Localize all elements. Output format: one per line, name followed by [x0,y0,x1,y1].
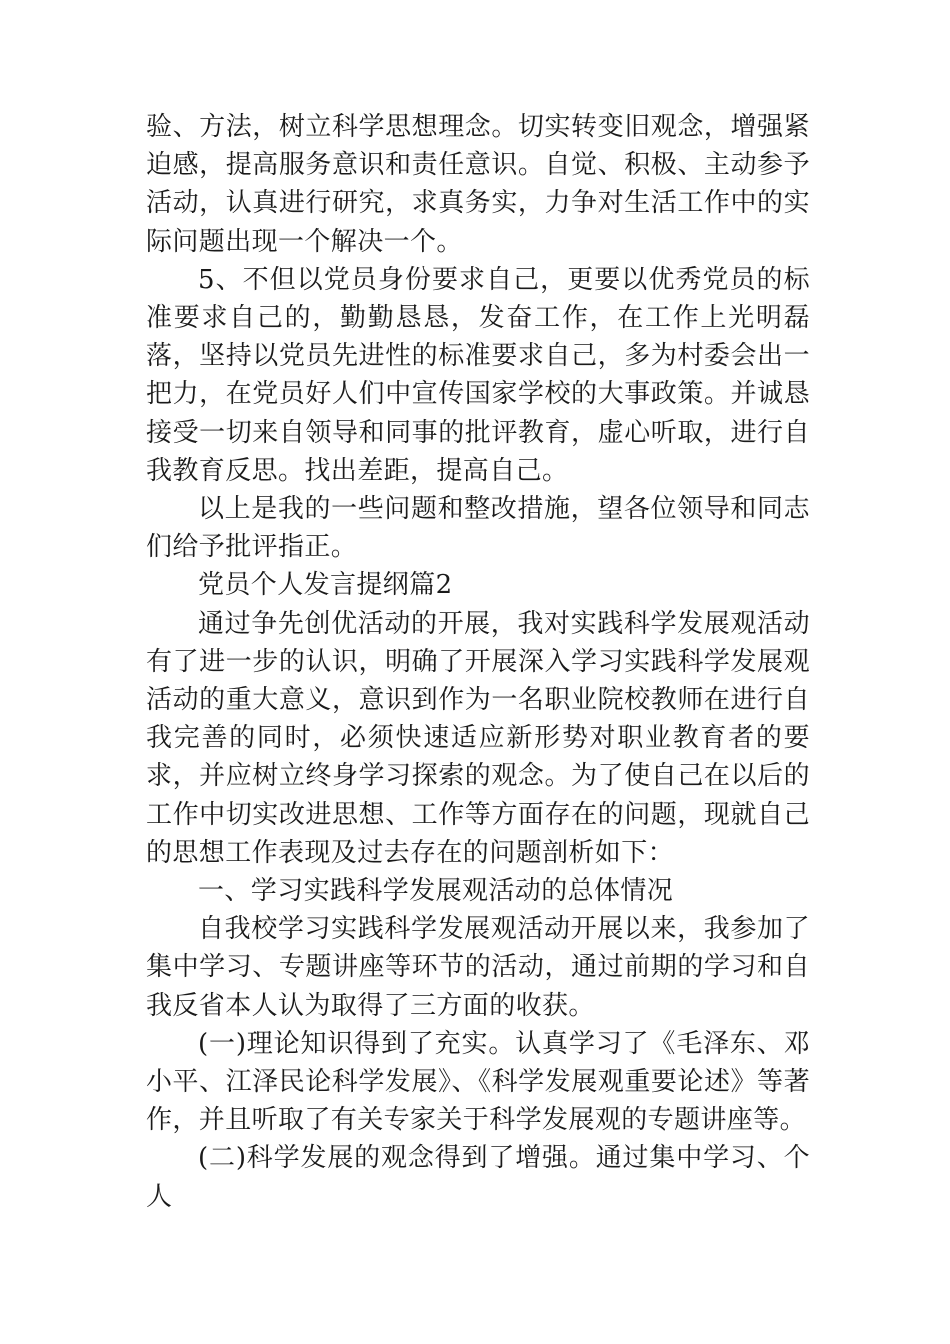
paragraph-continuation: 验、方法，树立科学思想理念。切实转变旧观念，增强紧迫感，提高服务意识和责任意识。自觉、积极、主动参予活动，认真进行研究，求真务实，力争对生活工作中的实际问题出现一个解决一个。 [146,112,810,257]
paragraph-closing: 以上是我的一些问题和整改措施，望各位领导和同志们给予批评指正。 [146,494,810,563]
paragraph-point-1: (一)理论知识得到了充实。认真学习了《毛泽东、邓小平、江泽民论科学发展》、《科学发展观重要论述》等著作，并且听取了有关专家关于科学发展观的专题讲座等。 [146,1028,810,1136]
subsection-heading: 一、学习实践科学发展观活动的总体情况 [198,876,674,907]
paragraph-overview: 自我校学习实践科学发展观活动开展以来，我参加了集中学习、专题讲座等环节的活动，通过前期的学习和自我反省本人认为取得了三方面的收获。 [146,914,810,1021]
document-body [146,108,810,1216]
paragraph-item-5: 5、不但以党员身份要求自己，更要以优秀党员的标准要求自己的，勤勤恳恳，发奋工作，在工作上光明磊落，坚持以党员先进性的标准要求自己，多为村委会出一把力，在党员好人们中宣传国家学校的大事政策。并诚恳接受一切来自领导和同事的批评教育，虚心听取，进行自我教育反思。找出差距，提高自己。 [146,264,810,486]
section-title: 党员个人发言提纲篇2 [198,570,453,601]
paragraph-point-2: (二)科学发展的观念得到了增强。通过集中学习、个人 [146,1143,810,1212]
paragraph-intro: 通过争先创优活动的开展，我对实践科学发展观活动有了进一步的认识，明确了开展深入学习实践科学发展观活动的重大意义，意识到作为一名职业院校教师在进行自我完善的同时，必须快速适应新形势对职业教育者的要求，并应树立终身学习探索的观念。为了使自己在以后的工作中切实改进思想、工作等方面存在的问题，现就自己的思想工作表现及过去存在的问题剖析如下： [146,608,810,868]
